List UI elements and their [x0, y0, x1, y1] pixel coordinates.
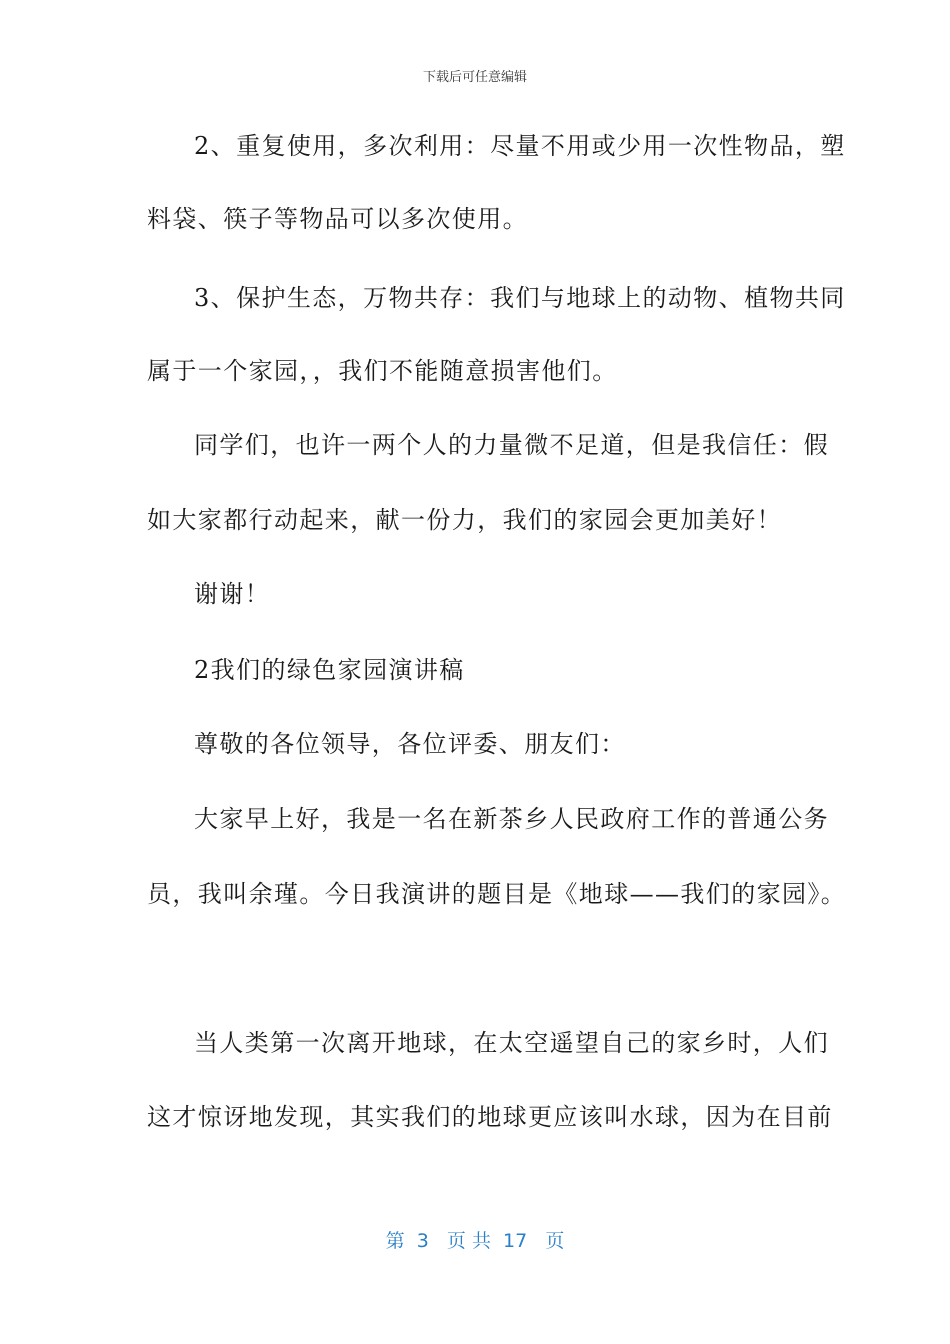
paragraph-line: 大家早上好，我是一名在新茶乡人民政府工作的普通公务 — [194, 805, 829, 833]
paragraph-line: 如大家都行动起来，献一份力，我们的家园会更加美好！ — [147, 506, 782, 534]
paragraph-line: 料袋、筷子等物品可以多次使用。 — [147, 205, 528, 233]
paragraph-line: 同学们，也许一两个人的力量微不足道，但是我信任：假 — [194, 431, 829, 459]
paragraph-line: 属于一个家园，，我们不能随意损害他们。 — [147, 357, 618, 385]
section-title: 2我们的绿色家园演讲稿 — [194, 656, 465, 684]
paragraph-line: 3、保护生态，万物共存：我们与地球上的动物、植物共同 — [194, 284, 846, 312]
paragraph-line: 当人类第一次离开地球，在太空遥望自己的家乡时，人们 — [194, 1029, 829, 1057]
header-note: 下载后可任意编辑 — [422, 70, 527, 85]
paragraph-line: 这才惊讶地发现，其实我们的地球更应该叫水球，因为在目前 — [147, 1103, 833, 1131]
paragraph-line: 2、重复使用，多次利用：尽量不用或少用一次性物品，塑 — [194, 132, 846, 160]
paragraph-line: 谢谢！ — [194, 580, 271, 608]
paragraph-line: 员，我叫余瑾。今日我演讲的题目是《地球——我们的家园》。 — [147, 880, 847, 908]
page-number: 第 3 页 共 17 页 — [385, 1230, 565, 1252]
paragraph-line: 尊敬的各位领导，各位评委、朋友们： — [194, 730, 626, 758]
